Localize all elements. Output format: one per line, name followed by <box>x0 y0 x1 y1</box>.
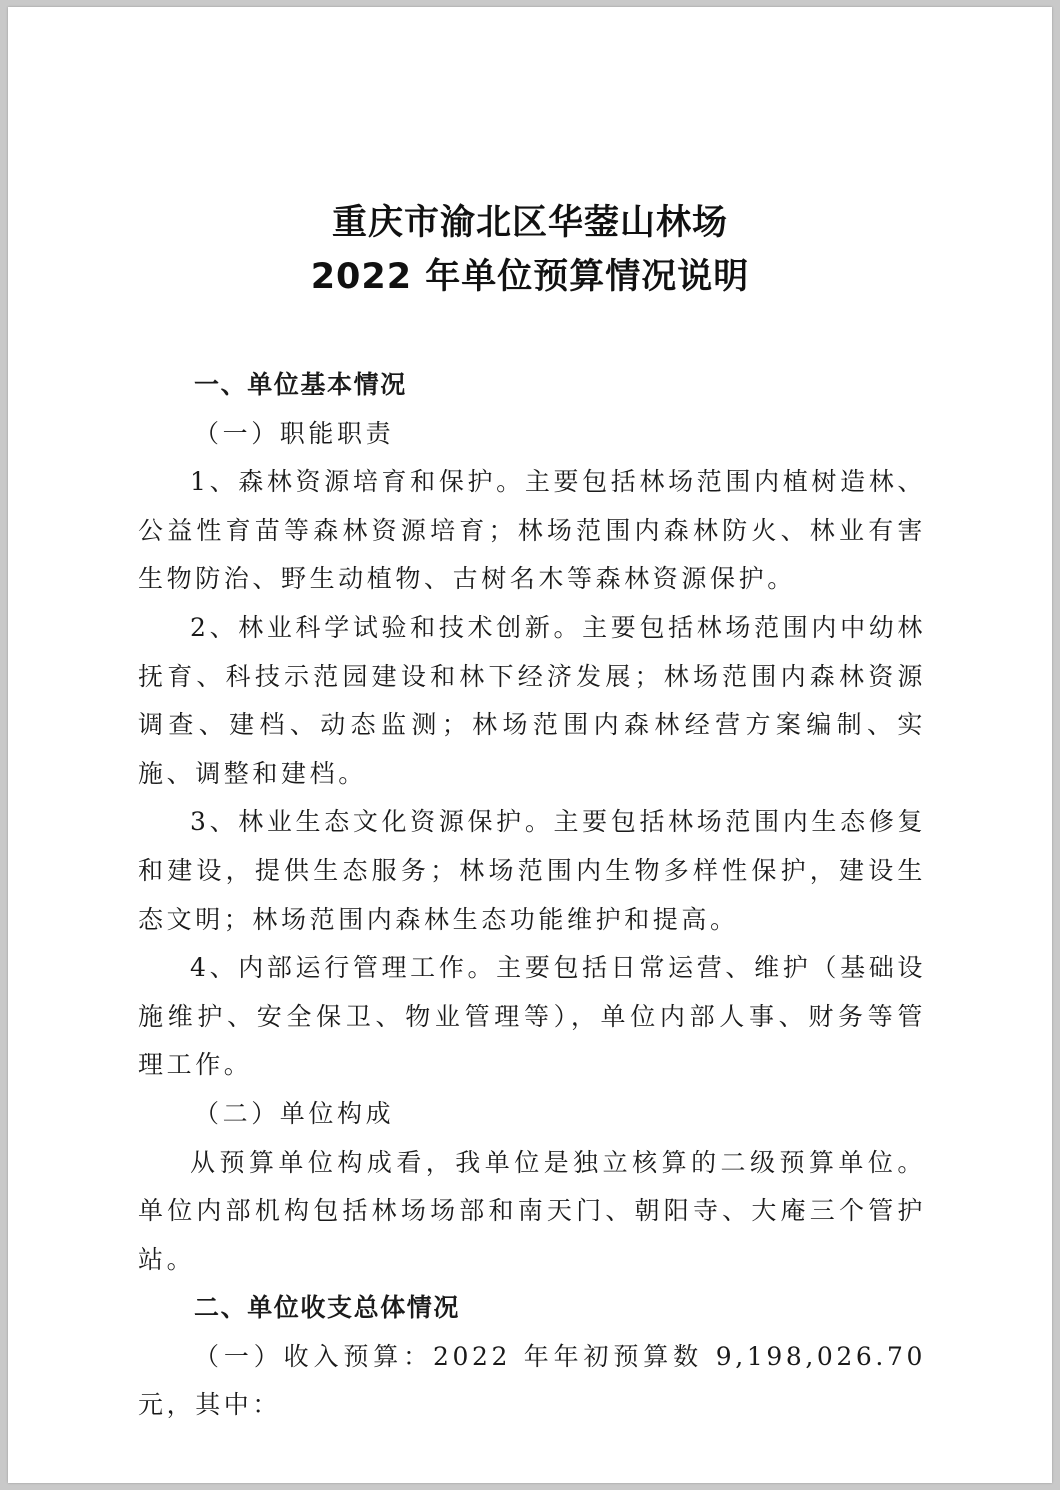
duty-item-2: 2、林业科学试验和技术创新。主要包括林场范围内中幼林抚育、科技示范园建设和林下经济发展；林场范围内森林资源调查、建档、动态监测；林场范围内森林经营方案编制、实施、调整和建档。 <box>138 612 926 788</box>
document-title-line2: 2022 年单位预算情况说明 <box>310 257 750 297</box>
duty-item-3: 3、林业生态文化资源保护。主要包括林场范围内生态修复和建设，提供生态服务；林场范围内生物多样性保护，建设生态文明；林场范围内森林生态功能维护和提高。 <box>138 807 926 934</box>
section2-heading: 二、单位收支总体情况 <box>194 1293 461 1323</box>
unit-composition-paragraph: 从预算单位构成看，我单位是独立核算的二级预算单位。单位内部机构包括林场场部和南天门、朝阳寺、大庵三个管护站。 <box>138 1147 926 1274</box>
document-title-line1: 重庆市渝北区华蓥山林场 <box>331 203 728 243</box>
duty-item-1: 1、森林资源培育和保护。主要包括林场范围内植树造林、公益性育苗等森林资源培育；林场范围内森林防火、林业有害生物防治、野生动植物、古树名木等森林资源保护。 <box>138 467 926 594</box>
document-body <box>138 361 926 1430</box>
section1-sub1-heading: （一）职能职责 <box>194 418 395 448</box>
income-budget-paragraph: （一）收入预算：2022 年年初预算数 9,198,026.70 元，其中： <box>138 1341 926 1420</box>
section1-heading: 一、单位基本情况 <box>194 370 407 399</box>
section1-sub2-heading: （二）单位构成 <box>194 1098 395 1128</box>
duty-item-4: 4、内部运行管理工作。主要包括日常运营、维护（基础设施维护、安全保卫、物业管理等），单位内部人事、财务等管理工作。 <box>138 953 926 1080</box>
document-page <box>8 7 1052 1483</box>
